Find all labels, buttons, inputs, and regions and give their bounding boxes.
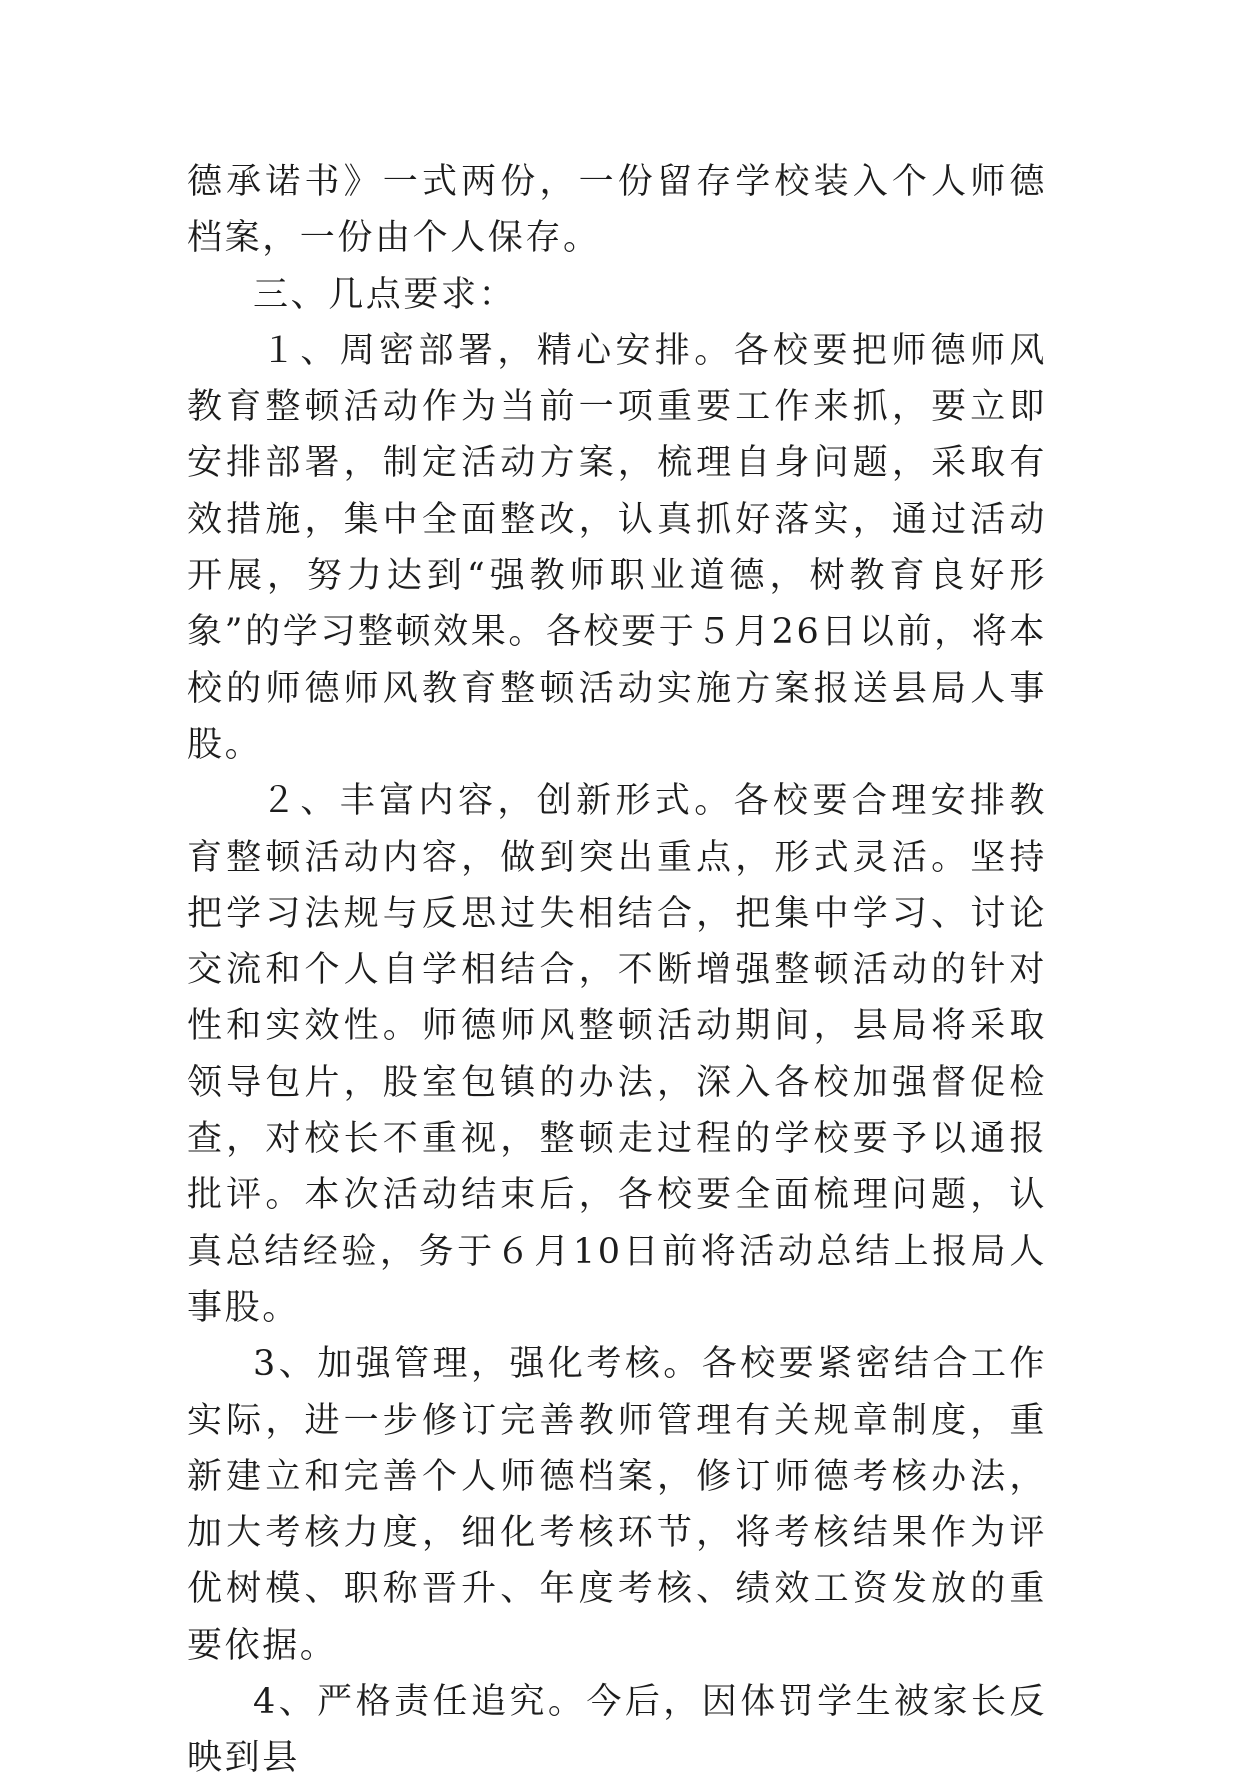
- paragraph-item-1: １、周密部署，精心安排。各校要把师德师风教育整顿活动作为当前一项重要工作来抓，要立即安排部署，制定活动方案，梳理自身问题，采取有效措施，集中全面整改，认真抓好落实，通过活动开展，努力达到“强教师职业道德，树教育良好形象”的学习整顿效果。各校要于５月26日以前，将本校的师德师风教育整顿活动实施方案报送县局人事股。: [187, 330, 1047, 765]
- paragraph-item-2: ２、丰富内容，创新形式。各校要合理安排教育整顿活动内容，做到突出重点，形式灵活。坚持把学习法规与反思过失相结合，把集中学习、讨论交流和个人自学相结合，不断增强整顿活动的针对性和实效性。师德师风整顿活动期间，县局将采取领导包片，股室包镇的办法，深入各校加强督促检查，对校长不重视，整顿走过程的学校要予以通报批评。本次活动结束后，各校要全面梳理问题，认真总结经验，务于６月10日前将活动总结上报局人事股。: [187, 781, 1047, 1328]
- paragraph-continuation: 德承诺书》一式两份，一份留存学校装入个人师德档案，一份由个人保存。: [187, 162, 1047, 259]
- paragraph-item-3: 3、加强管理，强化考核。各校要紧密结合工作实际，进一步修订完善教师管理有关规章制度，重新建立和完善个人师德档案，修订师德考核办法，加大考核力度，细化考核环节，将考核结果作为评优树模、职称晋升、年度考核、绩效工资发放的重要依据。: [187, 1344, 1047, 1666]
- paragraph-item-4: 4、严格责任追究。今后，因体罚学生被家长反映到县: [187, 1682, 1047, 1779]
- section-heading-requirements: 三、几点要求：: [253, 274, 517, 315]
- document-body: [187, 154, 1047, 1787]
